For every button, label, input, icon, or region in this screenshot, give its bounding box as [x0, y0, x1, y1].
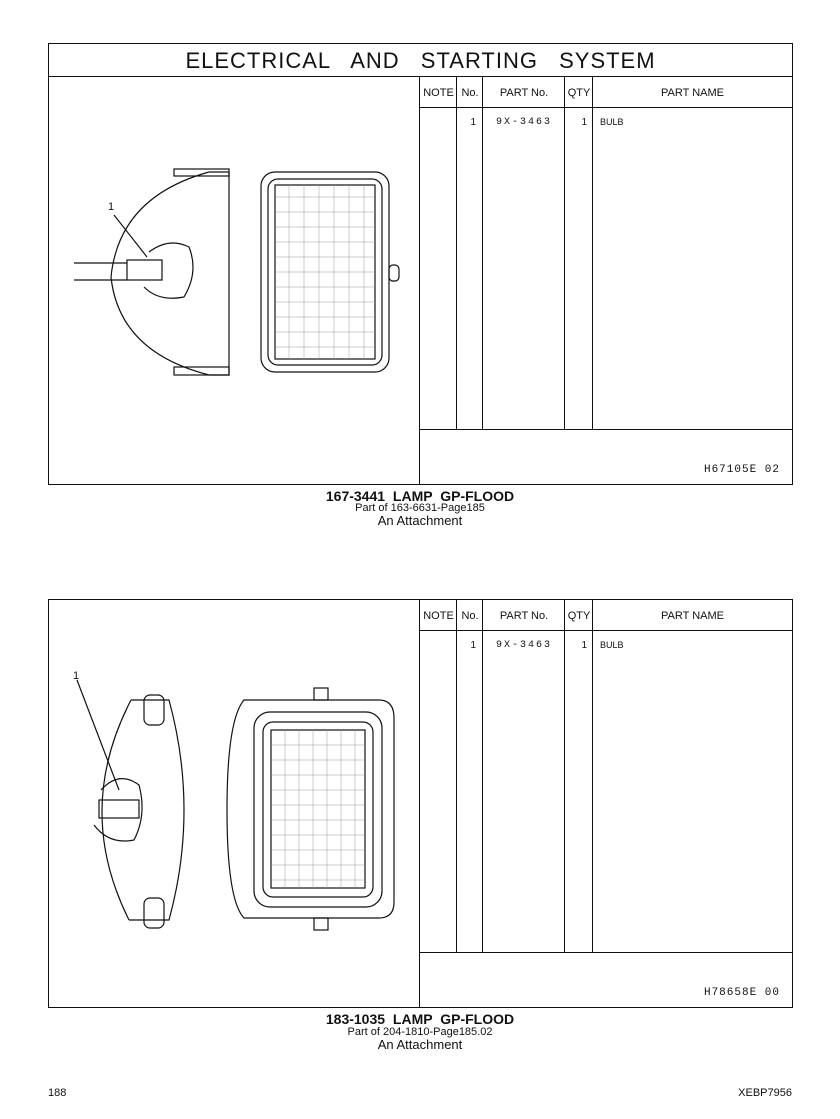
- parts-panel-2: [48, 599, 793, 1008]
- col-divider: [483, 600, 565, 1007]
- col-divider: [420, 600, 457, 1007]
- lamp-drawing-1: [49, 77, 420, 484]
- col-divider: [565, 600, 593, 1007]
- table-row-part-no: 9X-3463: [495, 117, 552, 128]
- illustration-2: [49, 600, 420, 1007]
- callout-number: 1: [73, 670, 80, 682]
- document-code: XEBP7956: [738, 1087, 792, 1099]
- illustration-code: H67105E 02: [703, 464, 780, 476]
- page-number: 188: [48, 1087, 67, 1099]
- header-part-name: PART NAME: [661, 609, 724, 622]
- header-qty: QTY: [567, 86, 591, 99]
- illustration-code: H78658E 00: [703, 987, 780, 999]
- header-part-name: PART NAME: [661, 86, 724, 99]
- caption-attachment: An Attachment: [377, 513, 463, 528]
- header-part-no: PART No.: [499, 609, 549, 622]
- table-header: [420, 77, 792, 108]
- table-row-no: 1: [470, 117, 476, 128]
- table-row-qty: 1: [581, 640, 587, 651]
- parts-panel-1: [48, 76, 793, 485]
- header-no: No.: [461, 609, 479, 622]
- table-row-part-no: 9X-3463: [495, 640, 552, 651]
- caption-main: 183-1035 LAMP GP-FLOOD: [325, 1011, 515, 1027]
- page-title: [48, 43, 793, 77]
- header-no: No.: [461, 86, 479, 99]
- col-divider: [565, 77, 593, 484]
- col-divider: [420, 77, 457, 484]
- caption-attachment: An Attachment: [377, 1037, 463, 1052]
- lamp-drawing-2: [49, 600, 420, 1007]
- table-row-qty: 1: [581, 117, 587, 128]
- col-divider: [483, 77, 565, 484]
- caption-part-of: Part of 163-6631-Page185: [355, 502, 485, 514]
- table-row-no: 1: [470, 640, 476, 651]
- header-qty: QTY: [567, 609, 591, 622]
- page-title-text: ELECTRICAL AND STARTING SYSTEM: [185, 47, 656, 73]
- header-note: NOTE: [423, 86, 454, 99]
- caption-part-of: Part of 204-1810-Page185.02: [347, 1026, 493, 1038]
- table-footer: [420, 429, 792, 484]
- caption-main: 167-3441 LAMP GP-FLOOD: [325, 488, 515, 504]
- parts-table-2: [420, 600, 792, 1007]
- callout-number: 1: [108, 201, 115, 213]
- parts-table-1: [420, 77, 792, 484]
- table-header: [420, 600, 792, 631]
- table-row-part-name: BULB: [600, 640, 624, 650]
- table-footer: [420, 952, 792, 1007]
- header-part-no: PART No.: [499, 86, 549, 99]
- col-divider: [457, 77, 483, 484]
- illustration-1: [49, 77, 420, 484]
- col-divider: [457, 600, 483, 1007]
- table-row-part-name: BULB: [600, 117, 624, 127]
- header-note: NOTE: [423, 609, 454, 622]
